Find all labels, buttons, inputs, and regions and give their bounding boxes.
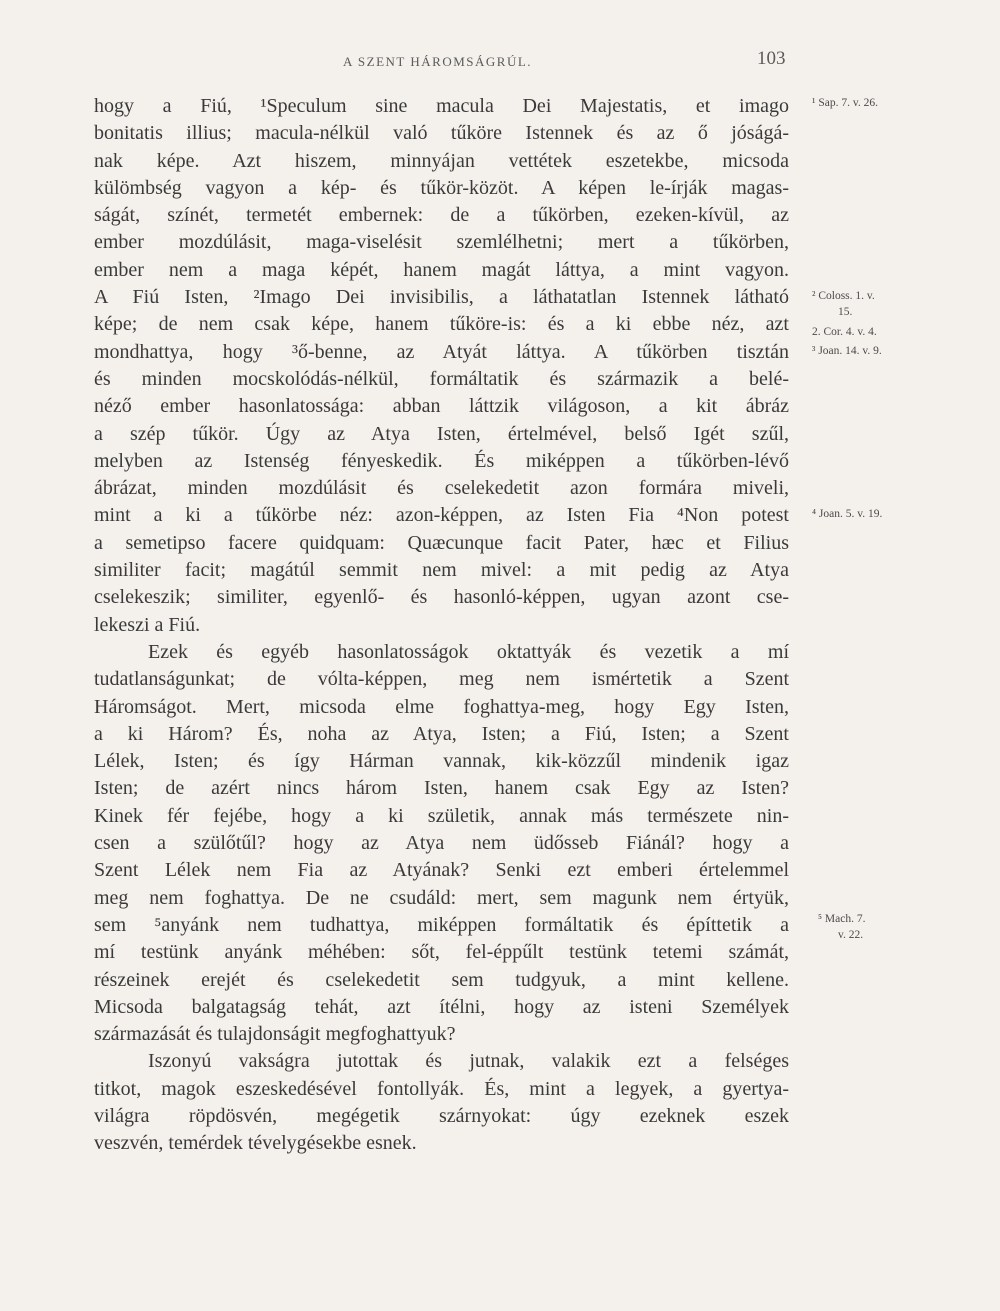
text-line: a ki Három? És, noha az Atya, Isten; a Fiú, Isten; a Szent [94,722,789,745]
text-line: külömbség vagyon a kép- és tűkör-közöt. A képen le-írják magas- [94,176,789,199]
text-line: Isten; de azért nincs három Isten, hanem csak Egy az Isten? [94,777,789,800]
text-line: hogy a Fiú, ¹Speculum sine macula Dei Majestatis, et imago [94,95,789,117]
text-line: Háromságot. Mert, micsoda elme foghattya-meg, hogy Egy Isten, [94,695,789,718]
text-line: a szép tűkör. Úgy az Atya Isten, értelmével, belső Igét szűl, [94,422,789,445]
text-line: nak képe. Azt hiszem, minnyájan vettétek eszetekbe, micsoda [94,149,789,172]
text-line: a semetipso facere quidquam: Quæcunque facit Pater, hæc et Filius [94,531,789,554]
text-line: similiter facit; magátúl semmit nem mivel: a mit pedig az Atya [94,559,789,582]
marginal-note: v. 22. [838,929,864,941]
text-line: tudatlanságunkat; de vólta-képpen, meg nem ismértetik a Szent [94,668,789,691]
text-line: lekeszi a Fiú. [94,613,201,636]
page-header [0,48,1000,78]
marginal-note: ³ Joan. 14. v. 9. [812,345,882,357]
marginal-note: 2. Cor. 4. v. 4. [812,326,877,338]
text-line: meg nem foghattya. De ne csudáld: mert, sem magunk nem értyük, [94,886,789,909]
text-line: Micsoda balgatagság tehát, azt ítélni, hogy az isteni Személyek [94,995,789,1018]
marginal-note: 15. [838,306,853,318]
text-line: veszvén, temérdek tévelygésekbe esnek. [94,1132,417,1155]
text-line: Kinek fér fejébe, hogy a ki születik, annak más természete nin- [94,804,789,827]
text-line: ságát, színét, termetét embernek: de a tűkörben, ezeken-kívül, az [94,204,789,227]
text-line: képe; de nem csak képe, hanem tűköre-is: és a ki ebbe néz, azt [94,313,789,336]
text-line: részeinek erejét és cselekedetit sem tudgyuk, a mint kellene. [94,968,789,991]
running-title: A SZENT HÁROMSÁGRÚL. [343,54,533,69]
body-text [94,93,789,1158]
marginal-note: ² Coloss. 1. v. [812,290,875,302]
text-line: csen a szülőtűl? hogy az Atya nem üdősseb Fiánál? hogy a [94,832,789,855]
marginal-note: ⁴ Joan. 5. v. 19. [812,508,883,520]
text-line: ember nem a maga képét, hanem magát láttya, a mint vagyon. [94,258,789,281]
text-line: mondhattya, hogy ³ő-benne, az Atyát láttya. A tűkörben tisztán [94,340,789,363]
paragraph-first-line: Iszonyú vakságra jutottak és jutnak, valakik ezt a felséges [148,1050,789,1073]
text-line: sem ⁵anyánk nem tudhattya, miképpen formáltatik és építtetik a [94,913,789,936]
text-line: mint a ki a tűkörbe néz: azon-képpen, az Isten Fia ⁴Non potest [94,504,789,527]
text-line: világra röpdösvén, megégetik szárnyokat: úgy ezeknek eszek [94,1104,789,1127]
text-line: melyben az Istenség fényeskedik. És miképpen a tűkörben-lévő [94,449,789,472]
text-line: és minden mocskolódás-nélkül, formáltatik és származik a belé- [94,367,789,390]
marginal-note: ⁵ Mach. 7. [818,913,866,925]
text-line: Lélek, Isten; és így Hárman vannak, kik-közzűl mindenik igaz [94,750,789,773]
text-line: ábrázat, minden mozdúlásit és cselekedetit azon formára miveli, [94,477,789,500]
text-line: mí testünk anyánk méhében: sőt, fel-éppűlt testünk tetemi számát, [94,941,789,964]
text-line: A Fiú Isten, ²Imago Dei invisibilis, a láthatatlan Istennek látható [94,286,789,309]
text-line: származását és tulajdonságit megfoghattyuk? [94,1023,456,1046]
paragraph-first-line: Ezek és egyéb hasonlatosságok oktattyák és vezetik a mí [148,640,789,663]
text-line: néző ember hasonlatossága: abban láttzik világoson, a kit ábráz [94,395,789,418]
text-line: cselekeszik; similiter, egyenlő- és hasonló-képpen, ugyan azont cse- [94,586,789,609]
text-line: Szent Lélek nem Fia az Atyának? Senki ezt emberi értelemmel [94,859,789,882]
marginal-note: ¹ Sap. 7. v. 26. [812,97,878,109]
text-line: titkot, magok eszeskedésével fontollyák. És, mint a legyek, a gyertya- [94,1077,789,1100]
page-number: 103 [757,48,786,69]
text-line: ember mozdúlásit, maga-viselésit szemlélhetni; mert a tűkörben, [94,231,789,254]
text-line: bonitatis illius; macula-nélkül való tűköre Istennek és az ő jóságá- [94,122,789,145]
